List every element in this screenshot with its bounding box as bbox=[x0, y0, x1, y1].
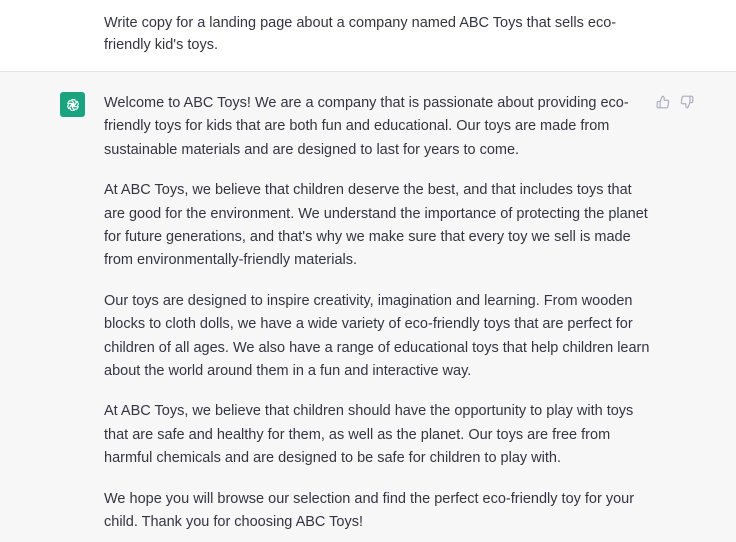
thumbs-down-button[interactable] bbox=[679, 94, 695, 110]
thumbs-up-icon bbox=[656, 95, 670, 109]
assistant-paragraph: Our toys are designed to inspire creativity, imagination and learning. From wooden blocks to cloth dolls, we have a wide variety of eco-friendly toys that are perfect for children of all ages. We also have a range of educational toys that help children learn about the world around them in a fun and interactive way. bbox=[104, 292, 650, 380]
assistant-paragraph: At ABC Toys, we believe that children deserve the best, and that includes toys that are good for the environment. We understand the importance of protecting the planet for future generations, and that's why we make sure that every toy we sell is made from environmentally-friendly materials. bbox=[104, 182, 648, 269]
thumbs-up-button[interactable] bbox=[655, 94, 671, 110]
assistant-message-row bbox=[0, 72, 736, 542]
assistant-paragraph: We hope you will browse our selection and find the perfect eco-friendly toy for your child. Thank you for choosing ABC Toys! bbox=[104, 490, 635, 531]
feedback-buttons bbox=[655, 94, 695, 110]
assistant-paragraph: At ABC Toys, we believe that children should have the opportunity to play with toys that are safe and healthy for them, as well as the planet. Our toys are free from harmful chemicals and are designed to be safe for children to play with. bbox=[104, 403, 634, 467]
assistant-paragraph: Welcome to ABC Toys! We are a company that is passionate about providing eco-friendly toys for kids that are both fun and educational. Our toys are made from sustainable materials and are designed to last for years to come. bbox=[104, 95, 629, 158]
assistant-message-text bbox=[104, 92, 652, 542]
user-message-text: Write copy for a landing page about a company named ABC Toys that sells eco-friendly kid's toys. bbox=[104, 15, 617, 53]
openai-logo-icon bbox=[60, 92, 85, 117]
thumbs-down-icon bbox=[680, 95, 694, 109]
user-message-row bbox=[0, 0, 736, 72]
